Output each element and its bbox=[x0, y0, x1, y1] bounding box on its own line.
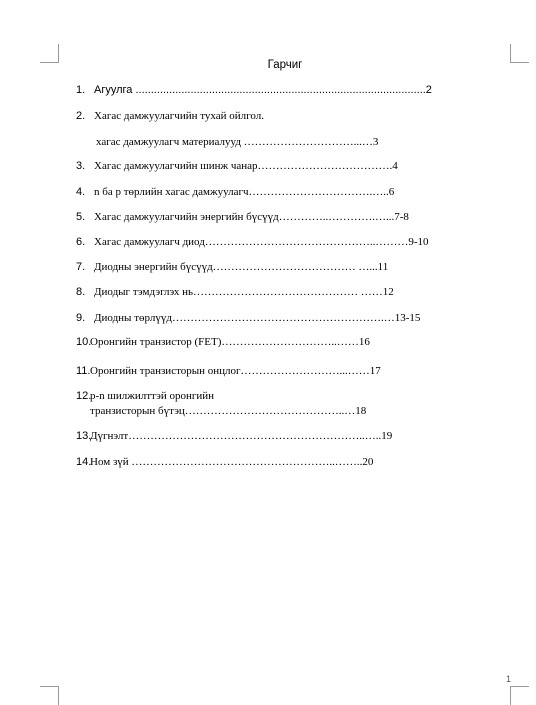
toc-entry bbox=[76, 390, 214, 403]
toc-entry bbox=[76, 286, 394, 299]
toc-text: p-n шилжилттэй оронгийн bbox=[90, 390, 215, 402]
toc-text: хагас дамжуулагч материалууд …………………………...…3 bbox=[96, 136, 379, 148]
crop-mark-bottom-left bbox=[40, 686, 59, 705]
toc-number: 12. bbox=[76, 390, 92, 402]
toc-entry bbox=[76, 336, 370, 349]
toc-number: 6. bbox=[76, 236, 86, 248]
toc-text: Диодны төрлүүд………………………………………………….…13-15 bbox=[94, 312, 421, 324]
toc-text: Оронгийн транзистор (FET)…………………………..……16 bbox=[90, 336, 370, 348]
toc-text: Агуулга ...............................................................................................2 bbox=[94, 84, 432, 96]
toc-text: n ба p төрлийн хагас дамжуулагч…………………………….…..6 bbox=[94, 186, 395, 198]
toc-entry bbox=[76, 365, 381, 378]
toc-text: Хагас дамжуулагч диод………………………………………..………9-10 bbox=[94, 236, 429, 248]
toc-number: 8. bbox=[76, 286, 86, 298]
toc-entry bbox=[76, 84, 432, 97]
toc-text: Диодны энергийн бүсүүд………………………………… …...11 bbox=[94, 261, 389, 273]
toc-number: 11. bbox=[76, 365, 91, 377]
toc-text: Ном зүй ………………………………………………..……..20 bbox=[90, 456, 374, 468]
toc-number: 5. bbox=[76, 211, 86, 223]
page-title: Гарчиг bbox=[267, 59, 303, 71]
toc-number: 1. bbox=[76, 84, 86, 96]
toc-entry bbox=[76, 160, 398, 173]
toc-text: Дүгнэлт………………………………………………………..…..19 bbox=[90, 430, 393, 442]
toc-text: Хагас дамжуулагчийн шинж чанар……………………………….4 bbox=[94, 160, 398, 172]
toc-number: 13. bbox=[76, 430, 92, 442]
toc-entry bbox=[76, 186, 394, 199]
toc-entry bbox=[76, 236, 429, 249]
toc-number: 2. bbox=[76, 110, 86, 122]
page-number: 1 bbox=[506, 674, 512, 684]
toc-text: Диодыг тэмдэглэх нь……………………………………… ……12 bbox=[94, 286, 394, 298]
toc-entry bbox=[76, 211, 409, 224]
toc-number: 3. bbox=[76, 160, 86, 172]
toc-entry-continuation bbox=[90, 405, 366, 418]
toc-number: 14. bbox=[76, 456, 92, 468]
toc-text: Хагас дамжуулагчийн энергийн бүсүүд…………..………….…...7-8 bbox=[94, 211, 409, 223]
toc-text: транзисторын бүтэц……………………………………..…18 bbox=[90, 405, 367, 417]
toc-entry bbox=[76, 430, 392, 443]
toc-number: 10. bbox=[76, 336, 92, 348]
toc-number: 9. bbox=[76, 312, 86, 324]
toc-number: 4. bbox=[76, 186, 86, 198]
toc-number: 7. bbox=[76, 261, 86, 273]
toc-entry bbox=[76, 261, 388, 274]
toc-text: Оронгийн транзисторын онцлог………………………...……17 bbox=[90, 365, 381, 377]
toc-entry bbox=[76, 110, 264, 123]
toc-entry-continuation bbox=[96, 136, 378, 149]
toc-entry bbox=[76, 312, 420, 325]
toc-entry bbox=[76, 456, 373, 469]
toc-text: Хагас дамжуулагчийн тухай ойлгол. bbox=[94, 110, 264, 122]
crop-mark-bottom-right bbox=[510, 686, 529, 705]
